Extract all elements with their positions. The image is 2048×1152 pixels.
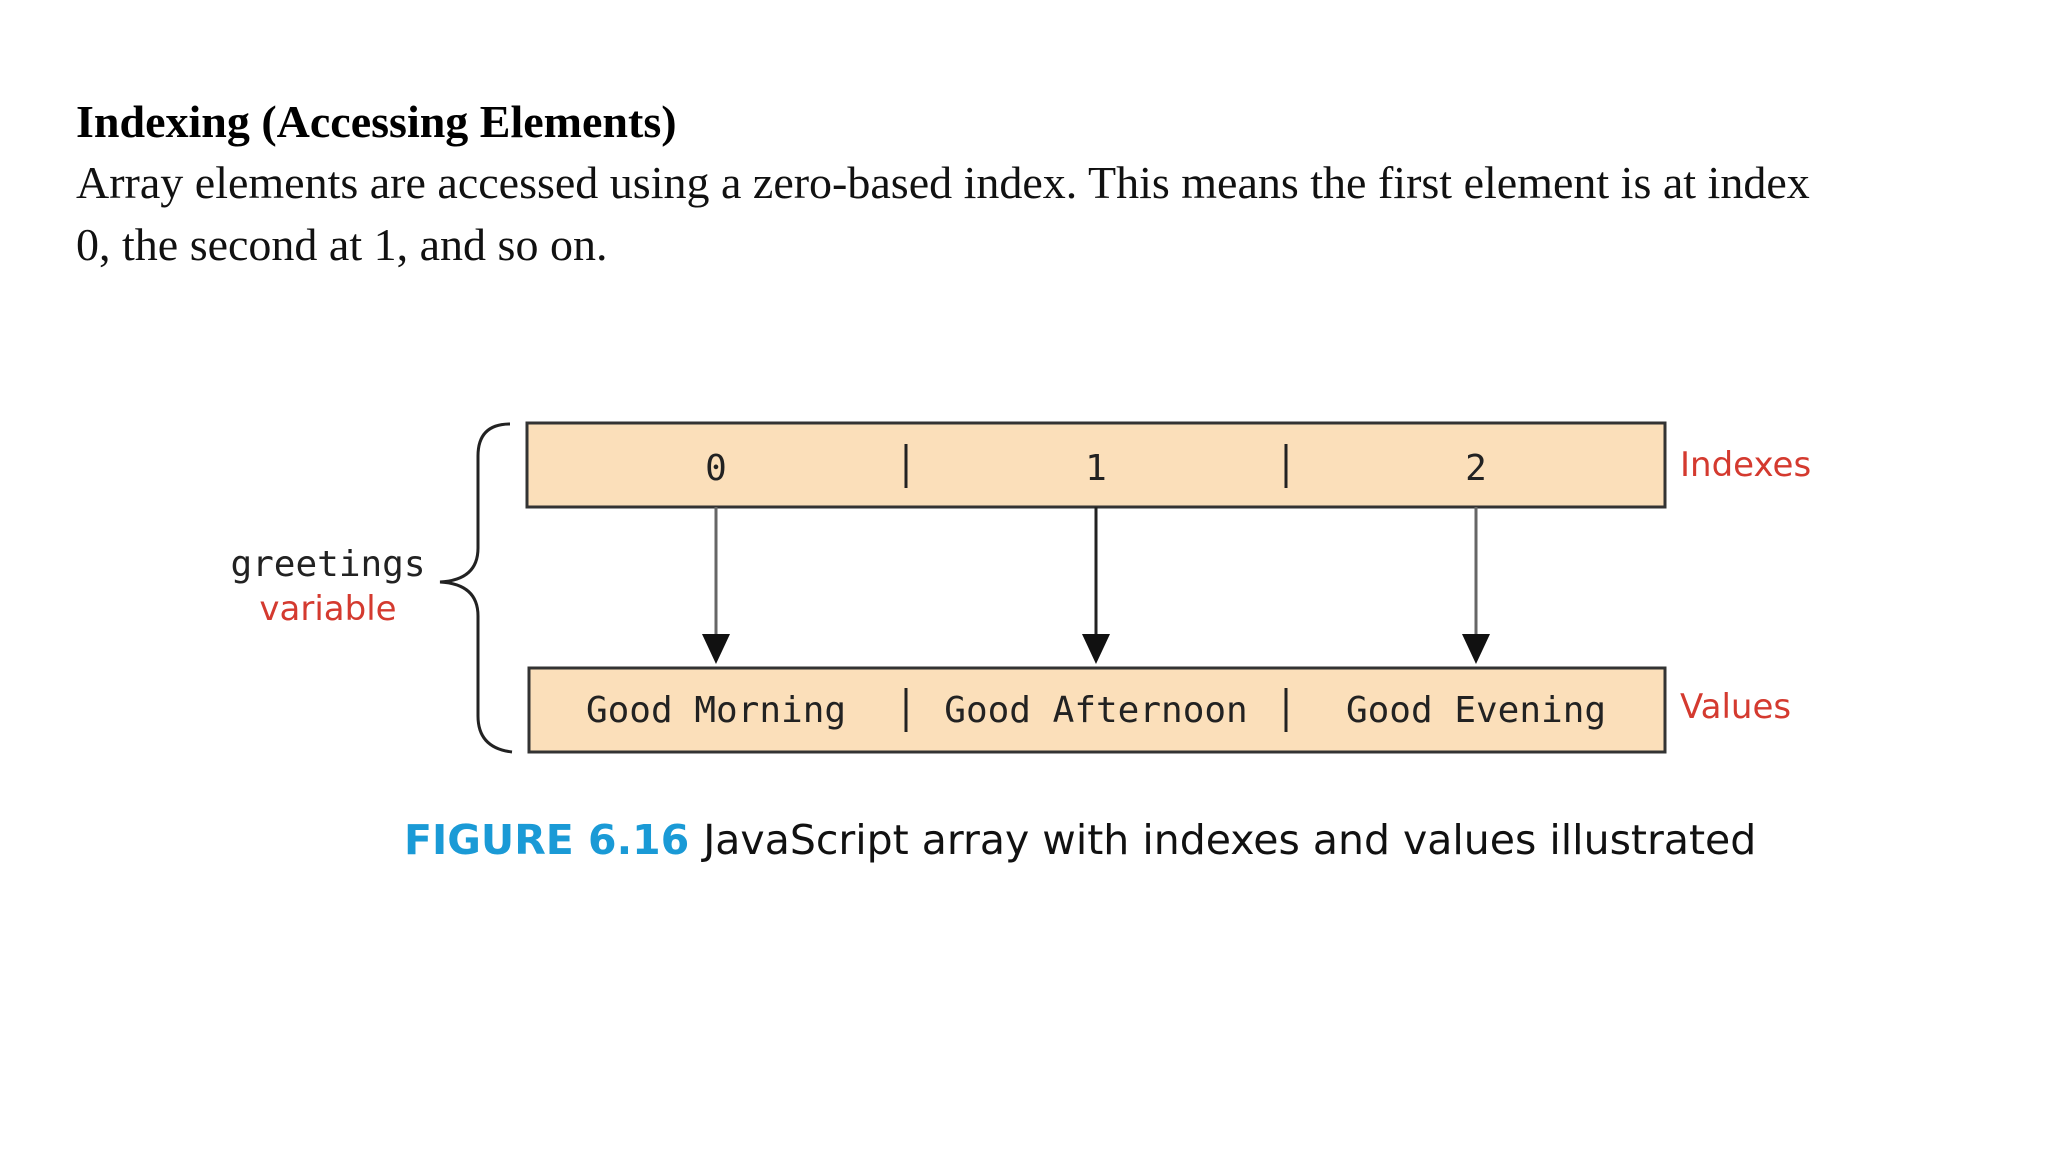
variable-name: greetings xyxy=(230,544,426,585)
index-0: 0 xyxy=(705,448,727,489)
arrow-2-head xyxy=(1462,634,1490,664)
values-label: Values xyxy=(1680,687,1792,727)
paragraph-line-2: 0, the second at 1, and so on. xyxy=(76,219,608,270)
variable-brace xyxy=(440,424,512,752)
figure-label: FIGURE 6.16 xyxy=(404,816,690,864)
value-1: Good Afternoon xyxy=(944,690,1248,731)
paragraph-line-1: Array elements are accessed using a zero-based index. This means the first element is at index xyxy=(76,157,1810,208)
index-2: 2 xyxy=(1465,448,1487,489)
figure-caption-text: JavaScript array with indexes and values illustrated xyxy=(703,816,1757,864)
arrow-1-head xyxy=(1082,634,1110,664)
section-heading: Indexing (Accessing Elements) xyxy=(76,96,677,147)
value-2: Good Evening xyxy=(1345,690,1607,731)
figure-caption xyxy=(404,812,1756,868)
arrow-0-head xyxy=(702,634,730,664)
indexes-label: Indexes xyxy=(1680,445,1812,485)
value-0: Good Morning xyxy=(585,690,847,731)
variable-label: variable xyxy=(259,589,397,629)
index-1: 1 xyxy=(1085,448,1107,489)
